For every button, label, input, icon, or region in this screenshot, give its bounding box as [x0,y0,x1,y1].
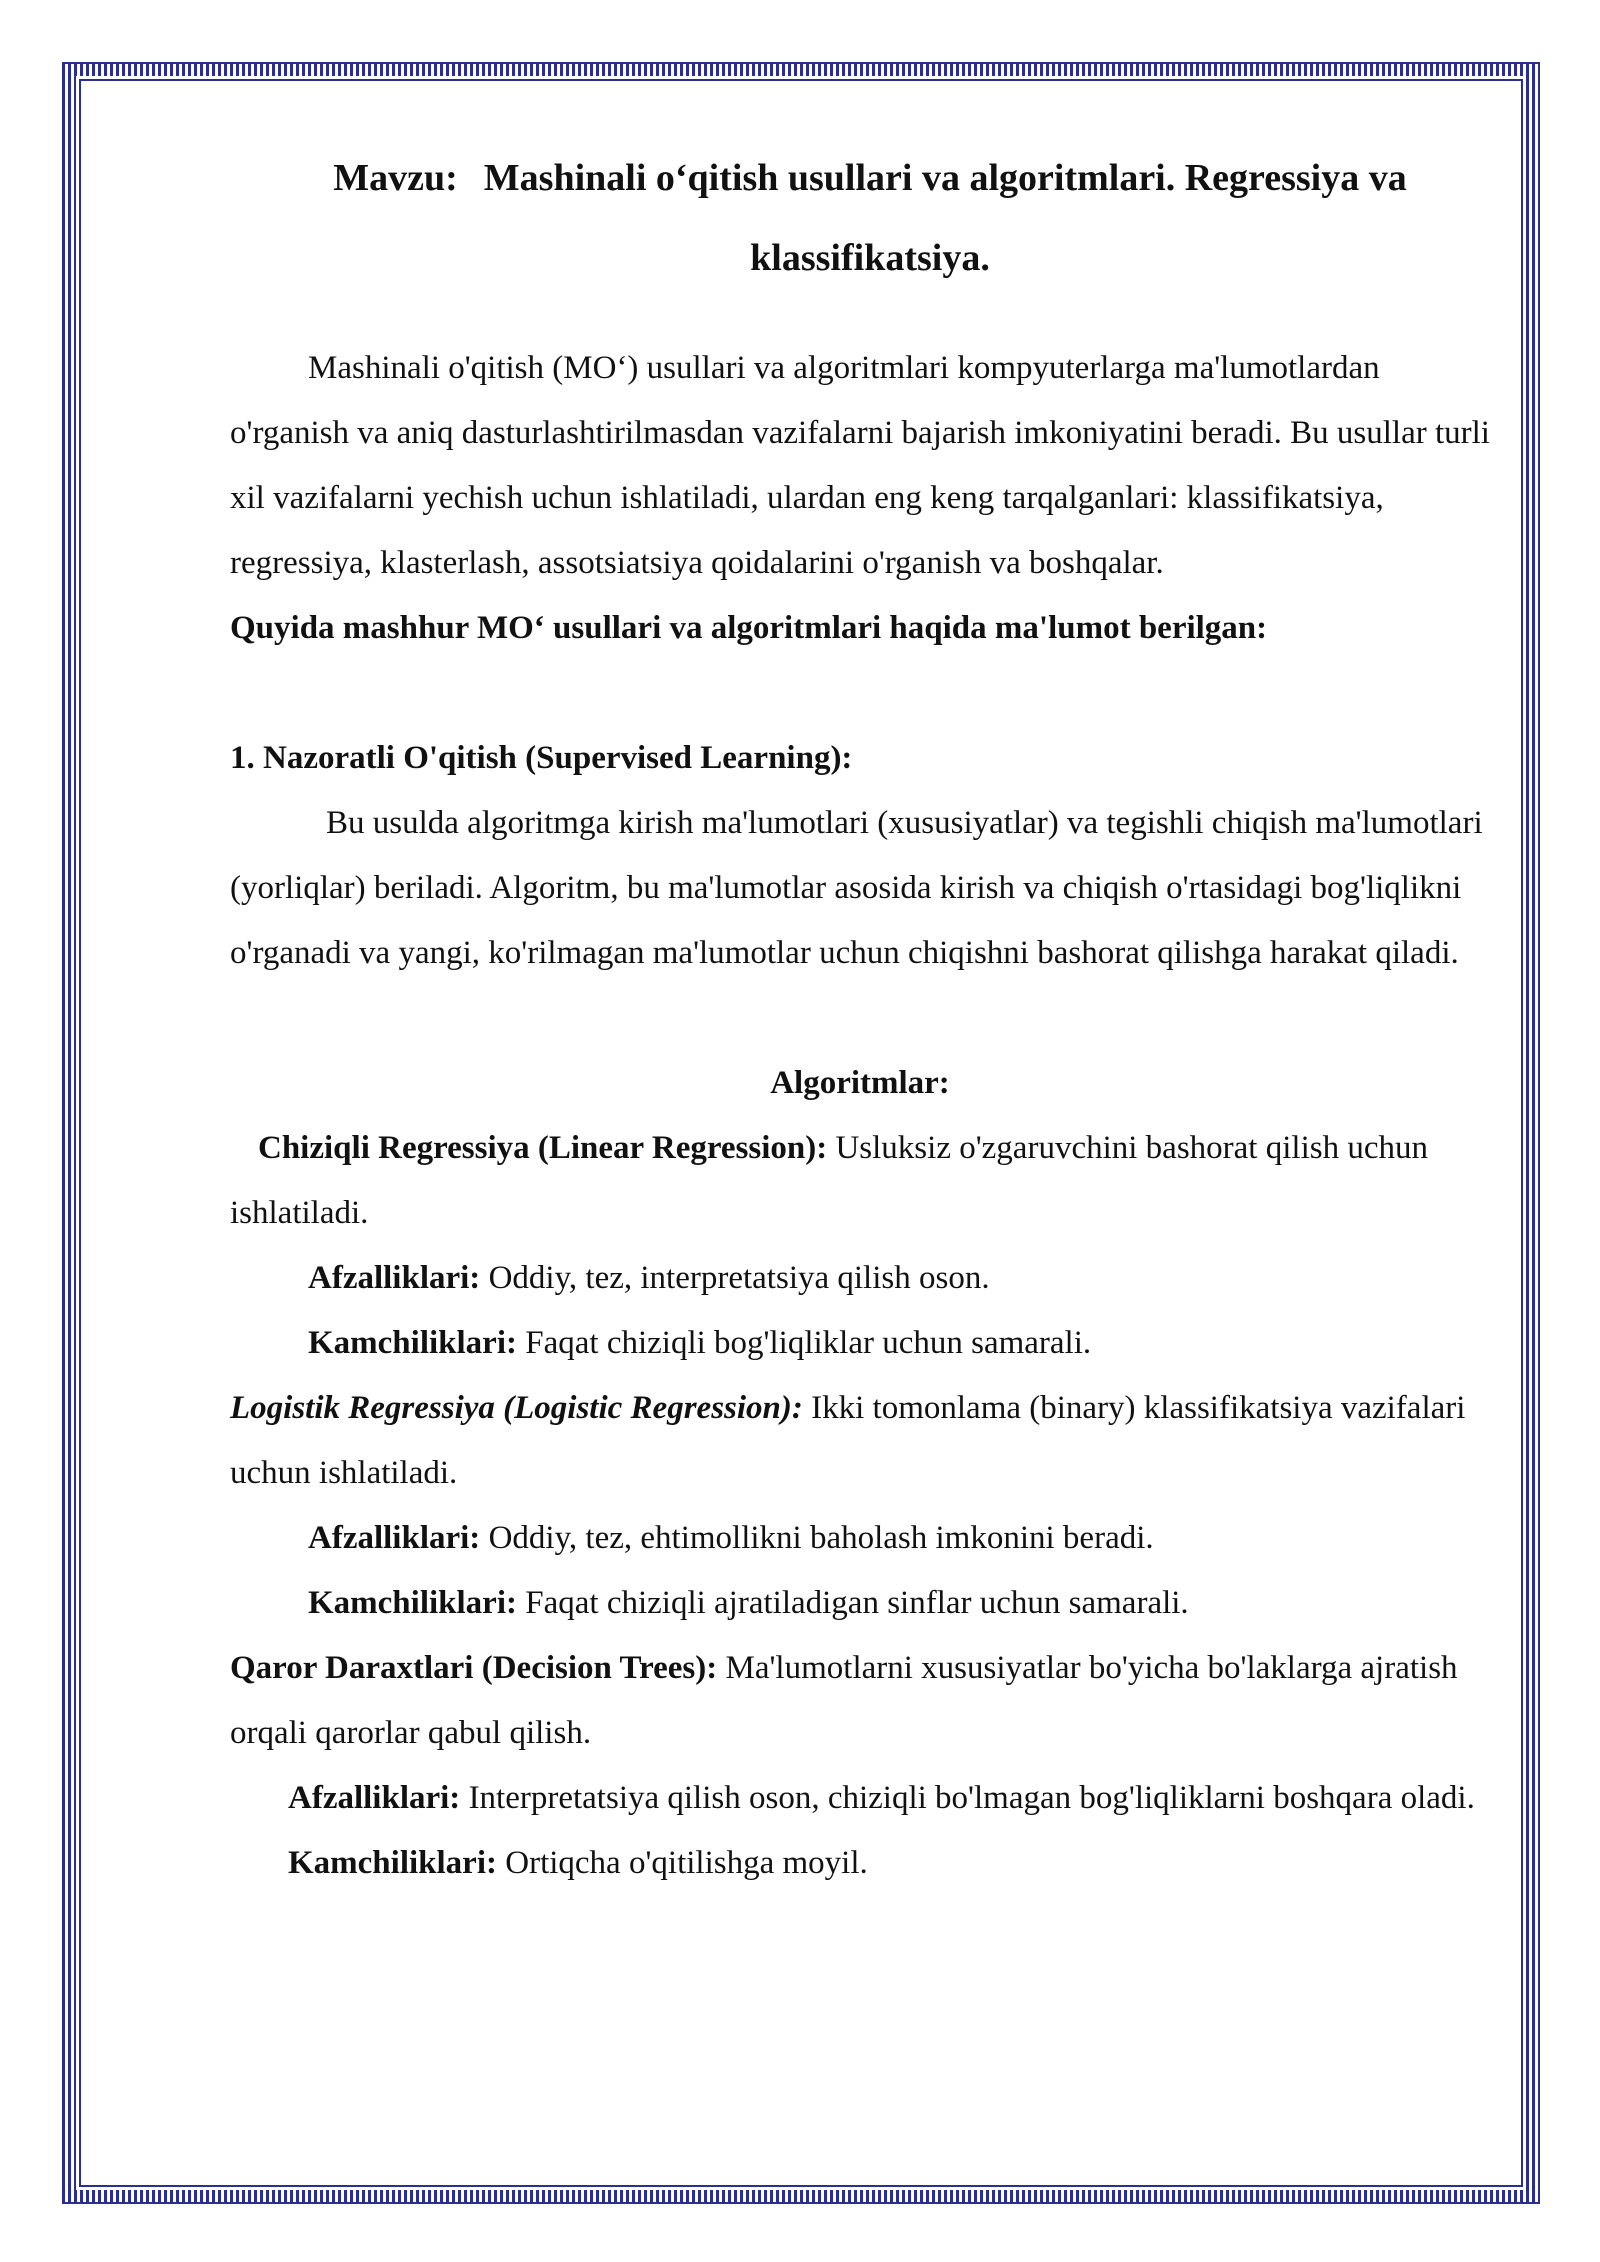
section-heading: 1. Nazoratli O'qitish (Supervised Learning): [230,740,853,776]
page-title [230,138,1490,298]
algorithm-pros [230,1766,1490,1831]
algorithms-heading: Algoritmlar: [770,1065,950,1101]
algorithm-decision-trees [230,1636,1490,1766]
algorithm-name: Qaror Daraxtlari (Decision Trees): [230,1650,718,1686]
algorithm-linear-regression [230,1116,1490,1246]
intro-paragraph: Mashinali o'qitish (MO‘) usullari va algoritmlari kompyuterlarga ma'lumotlardan o'rganish va aniq dasturlashtirilmasdan vazifalarni bajarish imkoniyatini beradi. Bu usullar turli xil vazifalarni yechish uchun ishlatiladi, ulardan eng keng tarqalganlari: klassifikatsiya, regressiya, klasterlash, assotsiatsiya qoidalarini o'rganish va boshqalar. [230,350,1490,581]
intro-bold-line: Quyida mashhur MO‘ usullari va algoritmlari haqida ma'lumot berilgan: [230,610,1268,646]
algorithm-name: Chiziqli Regressiya (Linear Regression): [258,1130,828,1166]
pros-text: Interpretatsiya qilish oson, chiziqli bo'lmagan bog'liqliklarni boshqara oladi. [460,1780,1475,1816]
spacer [230,986,1490,1051]
pros-text: Oddiy, tez, ehtimollikni baholash imkonini beradi. [480,1520,1154,1556]
algorithm-cons [230,1831,1490,1896]
cons-text: Faqat chiziqli bog'liqliklar uchun samarali. [517,1325,1092,1361]
algorithm-pros [230,1246,1490,1311]
algorithm-desc: Ma'lumotlarni xususiyatlar bo'yicha bo'laklarga ajratish orqali qarorlar qabul qilish. [230,1650,1458,1751]
cons-label: Kamchiliklari: [288,1845,497,1881]
title-label: Mavzu: [333,157,458,199]
spacer [230,661,1490,726]
algorithm-logistic-regression [230,1376,1490,1506]
cons-label: Kamchiliklari: [308,1585,517,1621]
algorithm-name: Logistik Regressiya (Logistic Regression): [230,1390,803,1426]
cons-label: Kamchiliklari: [308,1325,517,1361]
cons-text: Faqat chiziqli ajratiladigan sinflar uchun samarali. [517,1585,1189,1621]
pros-label: Afzalliklari: [308,1260,481,1296]
title-text: Mashinali o‘qitish usullari va algoritmlari. Regressiya va klassifikatsiya. [483,157,1407,279]
pros-label: Afzalliklari: [288,1780,461,1816]
algorithm-desc: Ikki tomonlama (binary) klassifikatsiya vazifalari uchun ishlatiladi. [230,1390,1466,1491]
algorithm-desc: Usluksiz o'zgaruvchini bashorat qilish uchun ishlatiladi. [230,1130,1428,1231]
algorithm-pros [230,1506,1490,1571]
pros-label: Afzalliklari: [308,1520,481,1556]
algorithm-cons [230,1571,1490,1636]
section-paragraph: Bu usulda algoritmga kirish ma'lumotlari (xususiyatlar) va tegishli chiqish ma'lumotlari (yorliqlar) beriladi. Algoritm, bu ma'lumotlar asosida kirish va chiqish o'rtasidagi bog'liqlikni o'rganadi va yangi, ko'rilmagan ma'lumotlar uchun chiqishni bashorat qilishga harakat qiladi. [230,805,1483,971]
cons-text: Ortiqcha o'qitilishga moyil. [497,1845,868,1881]
document-body [230,138,1490,1896]
algorithm-cons [230,1311,1490,1376]
pros-text: Oddiy, tez, interpretatsiya qilish oson. [480,1260,990,1296]
